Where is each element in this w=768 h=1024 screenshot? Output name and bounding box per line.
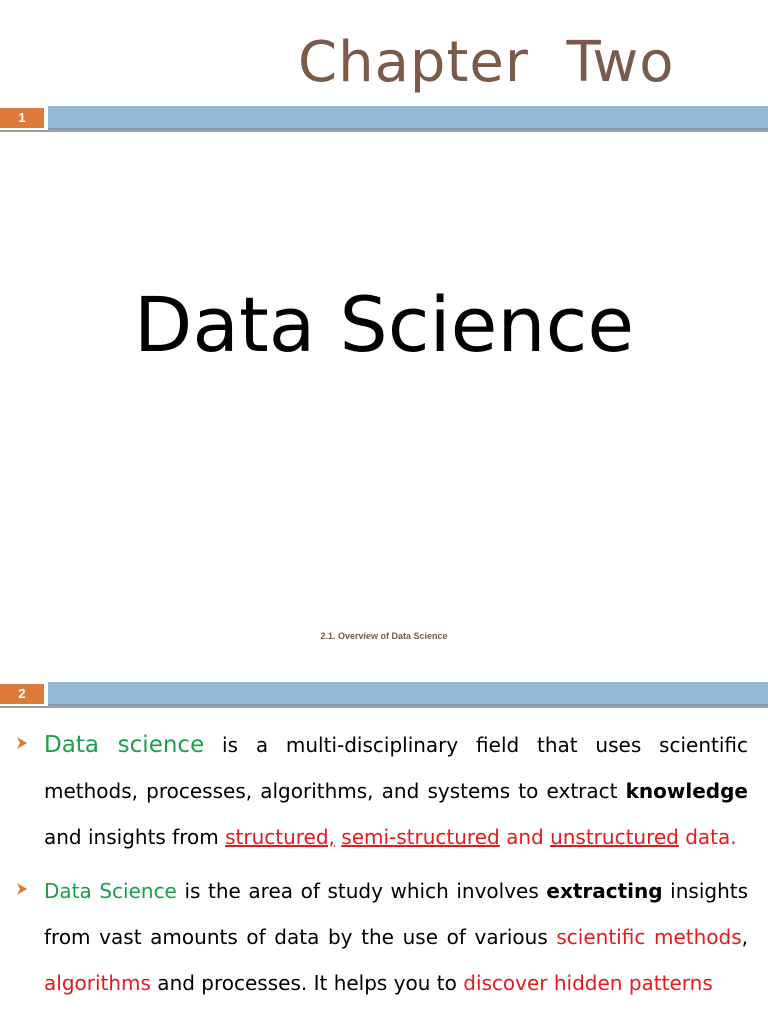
term-data-science: Data Science bbox=[44, 879, 177, 903]
term-unstructured: unstructured bbox=[550, 825, 679, 849]
slide-2 bbox=[0, 672, 768, 1024]
chapter-title: Chapter Two bbox=[298, 30, 675, 95]
header-rule bbox=[0, 706, 768, 708]
header-bar-fill bbox=[48, 106, 768, 130]
bullet-text: is a multi-disciplinary field that uses scientific methods, processes, algorithms, and systems to extract bbox=[44, 733, 749, 803]
bullet-item bbox=[0, 868, 768, 1006]
slide-footer: 2.1. Overview of Data Science bbox=[320, 631, 448, 641]
slide-header-bar bbox=[0, 682, 768, 706]
term-semi-structured: semi-structured bbox=[341, 825, 500, 849]
bullet-text: and insights from bbox=[44, 825, 226, 849]
term-structured: structured, bbox=[225, 825, 335, 849]
bold-term: extracting bbox=[546, 879, 663, 903]
bullet-text: , bbox=[741, 925, 748, 949]
term-scientific-methods: scientific methods bbox=[556, 925, 742, 949]
slide-number-badge: 1 bbox=[0, 108, 44, 128]
bullet-text: and processes. It helps you to bbox=[150, 971, 464, 995]
bullet-text: is the area of study which involves bbox=[176, 879, 547, 903]
bullet-item bbox=[0, 722, 768, 860]
term-data: data. bbox=[678, 825, 737, 849]
term-data-science: Data science bbox=[44, 732, 205, 758]
slide-header-bar bbox=[0, 106, 768, 130]
header-bar-fill bbox=[48, 682, 768, 706]
slide-main-title: Data Science bbox=[133, 280, 635, 369]
arrowhead-bullet-icon bbox=[16, 736, 28, 750]
bullet-text: insights from vast amounts of data by the use of various bbox=[44, 879, 749, 949]
bullet-text: and bbox=[499, 825, 551, 849]
bullet-list bbox=[0, 722, 768, 1006]
bold-term: knowledge bbox=[625, 779, 748, 803]
slide-number-badge: 2 bbox=[0, 684, 44, 704]
term-hidden-patterns: discover hidden patterns bbox=[463, 971, 713, 995]
term-algorithms: algorithms bbox=[44, 971, 151, 995]
arrowhead-bullet-icon bbox=[16, 882, 28, 896]
header-rule bbox=[0, 130, 768, 132]
